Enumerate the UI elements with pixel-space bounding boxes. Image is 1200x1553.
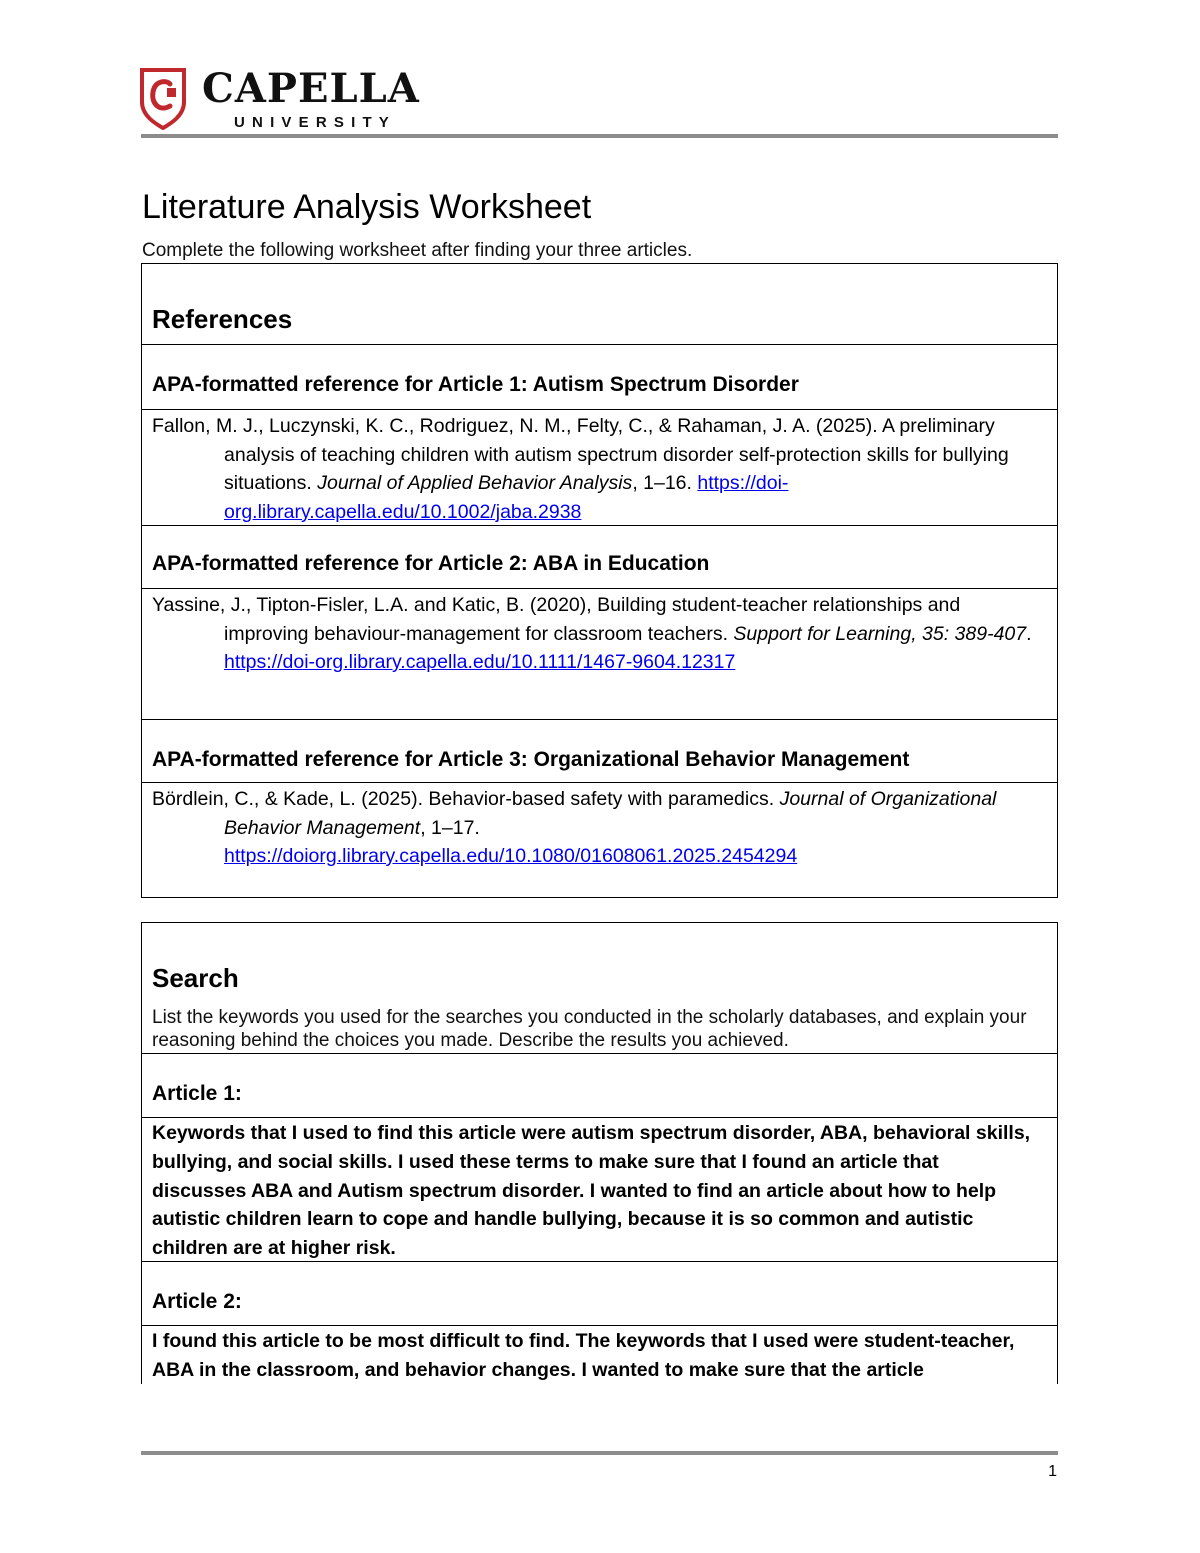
search-article2-label-row [142,1261,1057,1325]
article1-pages: , 1–16. [632,472,692,494]
search-article2-label: Article 2: [152,1290,242,1313]
capella-logo [140,64,440,134]
footer-divider [141,1451,1058,1455]
page-number: 1 [1048,1463,1057,1480]
article3-doi-link[interactable]: https://doiorg.library.capella.edu/10.1080/01608061.2025.2454294 [224,845,798,867]
article2-reference [152,591,1039,677]
search-article1-text-row [142,1117,1057,1261]
search-description: List the keywords you used for the searches you conducted in the scholarly databases, and explain your reasoning behind the choices you made. Describe the results you achieved. [152,1007,1027,1051]
search-table [141,922,1058,1384]
article2-reference-label: APA-formatted reference for Article 2: ABA in Education [152,552,710,575]
article1-reference-row [142,409,1057,525]
header-divider [141,134,1058,138]
references-table [141,263,1058,898]
intro-text: Complete the following worksheet after finding your three articles. [142,240,693,261]
university-subtitle: UNIVERSITY [234,114,397,131]
article3-pages: , 1–17. [420,816,480,839]
university-name: CAPELLA [202,65,420,112]
article3-reference [152,785,1039,871]
search-article2-text: I found this article to be most difficult to find. The keywords that I used were student-teacher, ABA in the classroom, and behavior changes. I wanted to make sure that the article [152,1330,1015,1381]
shield-logo-icon [140,68,186,130]
page-title: Literature Analysis Worksheet [142,188,592,226]
article2-reference-row [142,588,1057,719]
search-article1-label: Article 1: [152,1082,242,1105]
search-heading-row [142,923,1057,1053]
article1-reference-label: APA-formatted reference for Article 1: Autism Spectrum Disorder [152,373,799,396]
article3-label-row [142,719,1057,782]
article2-authors: Yassine, J., Tipton-Fisler, L.A. and Katic, B. (2020), Building student-teacher relationships and improving behaviour-management for classroom teachers. [152,594,961,645]
article1-authors: Fallon, M. J., Luczynski, K. C., Rodriguez, N. M., Felty, C., & Rahaman, J. A. (2025). A preliminary analysis of teaching children with autism spectrum disorder self-protection skills for bullying situations. [152,415,1009,494]
article2-journal: Support for Learning, 35: 389-407 [733,622,1027,645]
search-article1-text: Keywords that I used to find this article were autism spectrum disorder, ABA, behavioral skills, bullying, and social skills. I used these terms to make sure that I found an article that discusses ABA and Autism spectrum disorder. I wanted to find an article about how to help autistic children learn to cope and handle bullying, because it is so common and autistic children are at higher risk. [152,1122,1031,1260]
search-article1-label-row [142,1053,1057,1117]
references-heading: References [152,304,293,334]
article3-reference-label: APA-formatted reference for Article 3: Organizational Behavior Management [152,748,910,771]
article2-doi-link[interactable]: https://doi-org.library.capella.edu/10.1111/1467-9604.12317 [224,651,736,673]
references-heading-row [142,264,1057,344]
article3-journal: Journal of Organizational Behavior Management [224,788,997,839]
article2-tail: . [1026,622,1032,645]
search-article2-text-row [142,1325,1057,1385]
article1-doi-link[interactable]: https://doi-org.library.capella.edu/10.1002/jaba.2938 [224,472,789,523]
search-heading: Search [152,963,239,993]
article1-label-row [142,344,1057,409]
article3-reference-row [142,782,1057,897]
article3-authors: Bördlein, C., & Kade, L. (2025). Behavior-based safety with paramedics. [152,788,775,810]
article1-reference [152,412,1039,526]
article1-journal: Journal of Applied Behavior Analysis [317,472,633,494]
article2-label-row [142,525,1057,588]
